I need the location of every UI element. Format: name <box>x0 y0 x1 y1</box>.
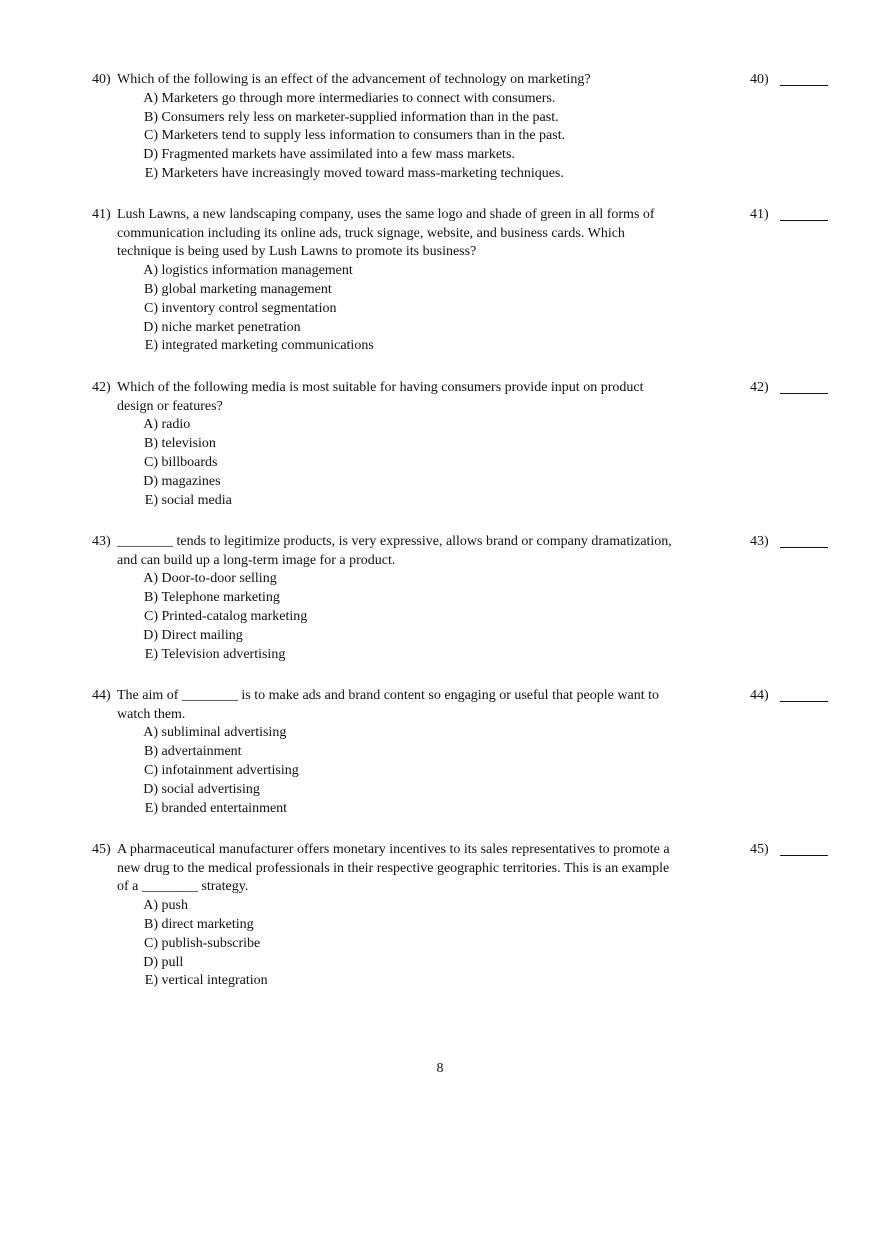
answer-blank[interactable] <box>750 71 830 90</box>
question-42 <box>92 379 832 510</box>
question-text: Lush Lawns, a new landscaping company, uses the same logo and shade of green in all forms of communication including its online ads, truck signage, website, and business cards. Which technique is being used by Lush Lawns to promote its business? <box>117 207 655 260</box>
option-letter: A) <box>143 263 158 279</box>
option-letter: D) <box>143 319 158 335</box>
option-text: infotainment advertising <box>161 763 299 778</box>
option-letter: A) <box>143 571 158 587</box>
answer-blank[interactable] <box>750 687 830 706</box>
option-text: social advertising <box>161 781 260 797</box>
answer-line[interactable] <box>780 220 828 221</box>
answer-line[interactable] <box>780 85 828 86</box>
option-text: Printed-catalog marketing <box>161 609 308 624</box>
question-text: Which of the following media is most suitable for having consumers provide input on product design or features? <box>117 380 644 414</box>
option-text: advertainment <box>161 744 242 760</box>
options-list <box>136 90 832 184</box>
question-40 <box>92 71 832 184</box>
option-text: radio <box>161 417 191 433</box>
option-text: branded entertainment <box>161 800 288 816</box>
question-43 <box>92 533 832 664</box>
options-list <box>136 570 832 664</box>
option-letter: E) <box>144 492 158 508</box>
option-a[interactable] <box>136 570 832 589</box>
option-letter: A) <box>143 725 158 741</box>
option-text: integrated marketing communications <box>161 338 374 354</box>
answer-label: 43) <box>750 534 769 549</box>
option-b[interactable] <box>136 281 832 300</box>
option-text: vertical integration <box>161 973 268 989</box>
question-number: 44) <box>92 688 111 703</box>
option-letter: B) <box>144 590 158 606</box>
option-c[interactable] <box>136 762 832 781</box>
option-letter: D) <box>143 781 158 797</box>
answer-line[interactable] <box>780 393 828 394</box>
option-e[interactable] <box>136 646 832 665</box>
option-b[interactable] <box>136 435 832 454</box>
option-text: subliminal advertising <box>161 725 287 741</box>
question-text: ________ tends to legitimize products, is very expressive, allows brand or company dramatization, and can build up a long-term image for a product. <box>117 534 672 568</box>
option-letter: C) <box>144 128 158 144</box>
option-c[interactable] <box>136 300 832 319</box>
option-letter: D) <box>143 627 158 643</box>
question-text: A pharmaceutical manufacturer offers monetary incentives to its sales representatives to promote a new drug to the medical professionals in their respective geographic territories. This is an example of a ________ strategy. <box>117 842 670 895</box>
answer-blank[interactable] <box>750 841 830 860</box>
option-text: Marketers tend to supply less information to consumers than in the past. <box>161 128 566 144</box>
option-text: Consumers rely less on marketer-supplied information than in the past. <box>161 109 559 125</box>
option-letter: C) <box>144 609 158 624</box>
option-text: pull <box>161 954 184 970</box>
options-list <box>136 416 832 510</box>
option-letter: B) <box>144 281 158 297</box>
answer-blank[interactable] <box>750 379 830 398</box>
option-e[interactable] <box>136 972 832 991</box>
answer-label: 40) <box>750 72 769 87</box>
option-letter: E) <box>144 646 158 662</box>
option-text: Marketers have increasingly moved toward mass-marketing techniques. <box>161 165 564 181</box>
option-text: push <box>161 898 188 914</box>
question-41 <box>92 206 832 356</box>
option-letter: A) <box>143 90 158 106</box>
option-text: social media <box>161 492 232 508</box>
question-45 <box>92 841 832 991</box>
option-e[interactable] <box>136 337 832 356</box>
options-list <box>136 262 832 356</box>
answer-line[interactable] <box>780 547 828 548</box>
option-b[interactable] <box>136 109 832 128</box>
option-text: niche market penetration <box>161 319 301 335</box>
option-letter: E) <box>144 973 158 989</box>
option-b[interactable] <box>136 743 832 762</box>
option-letter: B) <box>144 744 158 760</box>
question-text: The aim of ________ is to make ads and brand content so engaging or useful that people want to watch them. <box>117 688 659 722</box>
page-number: 8 <box>436 1061 444 1076</box>
option-c[interactable] <box>136 608 832 627</box>
answer-blank[interactable] <box>750 533 830 552</box>
question-number: 45) <box>92 842 111 857</box>
option-text: Fragmented markets have assimilated into a few mass markets. <box>161 147 515 163</box>
option-a[interactable] <box>136 90 832 109</box>
option-letter: C) <box>144 763 158 778</box>
option-letter: C) <box>144 455 158 470</box>
option-letter: D) <box>143 473 158 489</box>
option-e[interactable] <box>136 800 832 819</box>
option-d[interactable] <box>136 146 832 165</box>
option-letter: B) <box>144 916 158 932</box>
option-b[interactable] <box>136 589 832 608</box>
option-text: direct marketing <box>161 916 254 932</box>
option-text: billboards <box>161 455 218 470</box>
options-list <box>136 897 832 991</box>
option-letter: E) <box>144 165 158 181</box>
option-text: Door-to-door selling <box>161 571 277 587</box>
option-letter: B) <box>144 109 158 125</box>
option-text: television <box>161 436 216 452</box>
option-text: global marketing management <box>161 281 332 297</box>
option-d[interactable] <box>136 781 832 800</box>
option-letter: D) <box>143 954 158 970</box>
option-a[interactable] <box>136 724 832 743</box>
answer-label: 41) <box>750 207 769 222</box>
option-d[interactable] <box>136 954 832 973</box>
option-d[interactable] <box>136 319 832 338</box>
question-text: Which of the following is an effect of the advancement of technology on marketing? <box>117 72 591 87</box>
option-e[interactable] <box>136 165 832 184</box>
answer-line[interactable] <box>780 701 828 702</box>
option-letter: C) <box>144 300 158 316</box>
option-text: publish-subscribe <box>161 935 261 951</box>
option-c[interactable] <box>136 935 832 954</box>
option-letter: A) <box>143 417 158 433</box>
option-letter: A) <box>143 898 158 914</box>
answer-label: 44) <box>750 688 769 703</box>
option-letter: E) <box>144 338 158 354</box>
option-text: Marketers go through more intermediaries to connect with consumers. <box>161 90 556 106</box>
answer-label: 42) <box>750 380 769 395</box>
option-a[interactable] <box>136 897 832 916</box>
option-text: magazines <box>161 473 221 489</box>
option-b[interactable] <box>136 916 832 935</box>
option-text: Television advertising <box>161 646 286 662</box>
option-d[interactable] <box>136 473 832 492</box>
option-letter: C) <box>144 935 158 951</box>
question-number: 40) <box>92 72 111 87</box>
option-c[interactable] <box>136 127 832 146</box>
option-a[interactable] <box>136 262 832 281</box>
option-text: Telephone marketing <box>161 590 280 606</box>
answer-label: 45) <box>750 842 769 857</box>
question-number: 41) <box>92 207 111 222</box>
question-number: 42) <box>92 380 111 395</box>
option-a[interactable] <box>136 416 832 435</box>
option-e[interactable] <box>136 492 832 511</box>
option-text: Direct mailing <box>161 627 243 643</box>
option-letter: D) <box>143 147 158 163</box>
option-c[interactable] <box>136 454 832 473</box>
option-letter: B) <box>144 436 158 452</box>
answer-line[interactable] <box>780 855 828 856</box>
question-number: 43) <box>92 534 111 549</box>
options-list <box>136 724 832 818</box>
option-letter: E) <box>144 800 158 816</box>
question-44 <box>92 687 832 818</box>
option-text: logistics information management <box>161 263 353 279</box>
option-d[interactable] <box>136 627 832 646</box>
answer-blank[interactable] <box>750 206 830 225</box>
option-text: inventory control segmentation <box>161 300 337 316</box>
